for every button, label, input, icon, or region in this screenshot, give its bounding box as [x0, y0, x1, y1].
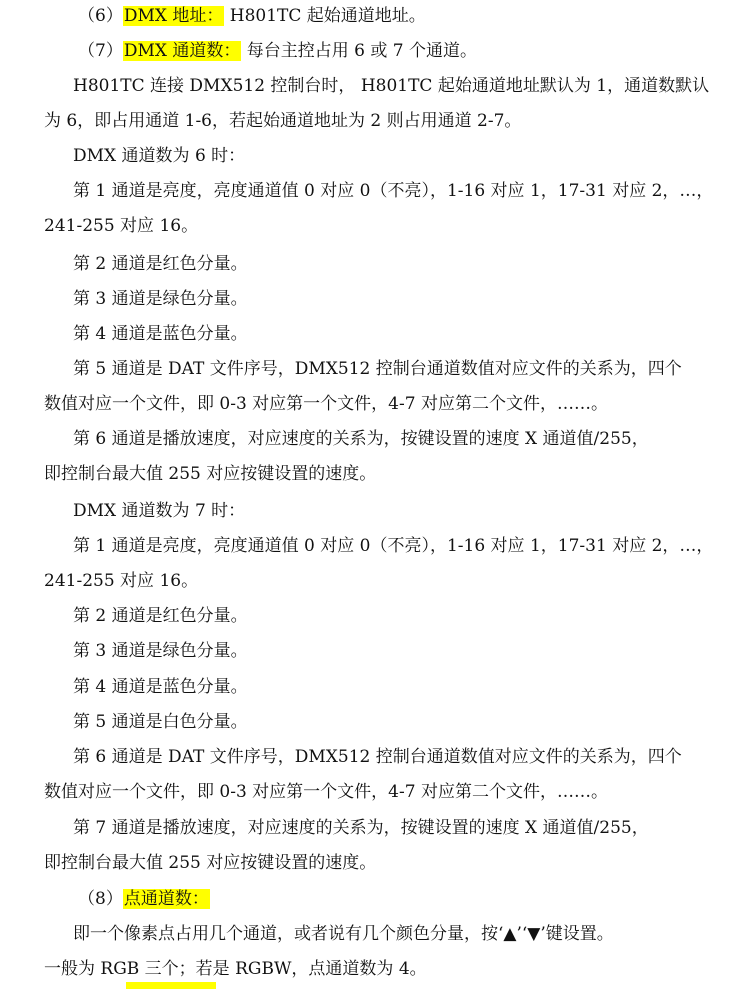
- highlighted-label: DMX 地址：: [123, 6, 224, 26]
- subheading-6-channels: DMX 通道数为 6 时：: [73, 146, 246, 166]
- paragraph-line: 第 5 通道是白色分量。: [73, 712, 248, 732]
- paragraph-line: 数值对应一个文件，即 0-3 对应第一个文件，4-7 对应第二个文件，……。: [44, 394, 608, 414]
- item-text: H801TC 起始通道地址。: [229, 6, 426, 26]
- item-6: [0, 5, 750, 27]
- item-7: [0, 40, 750, 62]
- paragraph-line: 为 6，即占用通道 1-6，若起始通道地址为 2 则占用通道 2-7。: [44, 111, 522, 131]
- paragraph-line: 第 2 通道是红色分量。: [73, 606, 248, 626]
- highlighted-label: DMX 通道数：: [123, 41, 241, 61]
- item-number: （8）: [78, 889, 123, 909]
- paragraph-line: 241-255 对应 16。: [44, 216, 199, 236]
- paragraph-line: 第 1 通道是亮度，亮度通道值 0 对应 0（不亮），1-16 对应 1，17-31 对应 2，…，: [73, 536, 714, 556]
- highlighted-label: 点通道数：: [123, 889, 209, 909]
- paragraph-line: 第 4 通道是蓝色分量。: [73, 324, 248, 344]
- paragraph-line: 第 1 通道是亮度，亮度通道值 0 对应 0（不亮），1-16 对应 1，17-31 对应 2，…，: [73, 181, 714, 201]
- paragraph-line: 第 6 通道是播放速度，对应速度的关系为，按键设置的速度 X 通道值/255，: [73, 429, 649, 449]
- paragraph-line: 第 6 通道是 DAT 文件序号，DMX512 控制台通道数值对应文件的关系为，四个: [73, 747, 682, 767]
- paragraph-line: 第 3 通道是绿色分量。: [73, 289, 248, 309]
- paragraph-line: 即一个像素点占用几个通道，或者说有几个颜色分量，按‘▲’‘▼’键设置。: [73, 924, 614, 944]
- item-text: 每台主控占用 6 或 7 个通道。: [246, 41, 478, 61]
- paragraph-line: 第 5 通道是 DAT 文件序号，DMX512 控制台通道数值对应文件的关系为，四个: [73, 359, 682, 379]
- item-8: [0, 888, 750, 910]
- paragraph-line: 第 2 通道是红色分量。: [73, 254, 248, 274]
- paragraph-line: 即控制台最大值 255 对应按键设置的速度。: [44, 853, 377, 873]
- item-number: （6）: [78, 6, 123, 26]
- paragraph-line: 即控制台最大值 255 对应按键设置的速度。: [44, 464, 377, 484]
- paragraph-line: 数值对应一个文件，即 0-3 对应第一个文件，4-7 对应第二个文件，……。: [44, 782, 608, 802]
- paragraph-line: 241-255 对应 16。: [44, 571, 199, 591]
- item-number: （7）: [78, 41, 123, 61]
- paragraph-line: 第 7 通道是播放速度，对应速度的关系为，按键设置的速度 X 通道值/255，: [73, 818, 649, 838]
- paragraph-line: 第 4 通道是蓝色分量。: [73, 677, 248, 697]
- paragraph-line: H801TC 连接 DMX512 控制台时， H801TC 起始通道地址默认为 1，通道数默认: [73, 76, 710, 96]
- highlight-fragment: [126, 982, 216, 989]
- paragraph-line: 第 3 通道是绿色分量。: [73, 641, 248, 661]
- subheading-7-channels: DMX 通道数为 7 时：: [73, 501, 246, 521]
- paragraph-line: 一般为 RGB 三个；若是 RGBW，点通道数为 4。: [44, 959, 427, 979]
